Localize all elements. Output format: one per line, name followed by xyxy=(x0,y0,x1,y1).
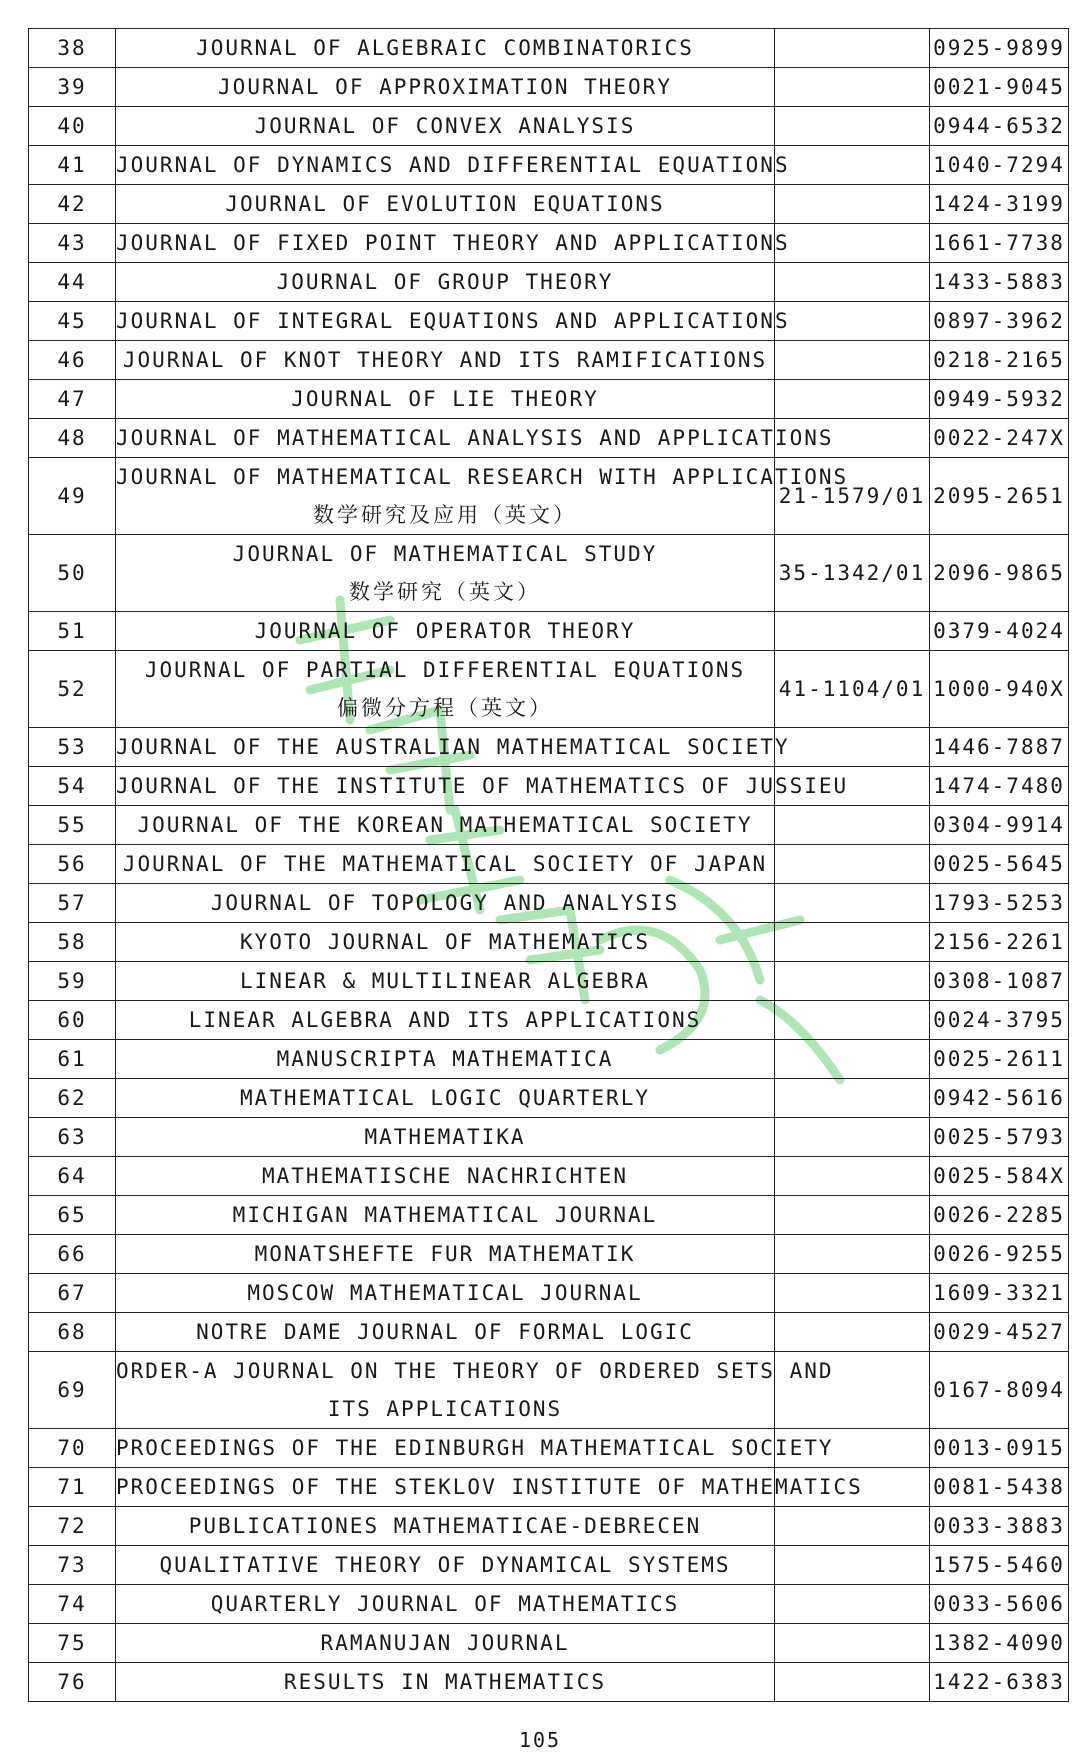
journal-title-cell xyxy=(116,1040,775,1079)
cn-number-cell xyxy=(775,185,930,224)
row-number-cell: 42 xyxy=(29,185,116,224)
journal-title-line: MONATSHEFTE FUR MATHEMATIK xyxy=(254,1242,636,1266)
issn-cell: 0218-2165 xyxy=(930,341,1069,380)
table-row xyxy=(29,1157,1069,1196)
journal-title-line: MICHIGAN MATHEMATICAL JOURNAL xyxy=(232,1203,658,1227)
cn-number-cell xyxy=(775,845,930,884)
table-row xyxy=(29,1352,1069,1429)
issn-cell: 0024-3795 xyxy=(930,1001,1069,1040)
issn-cell: 1422-6383 xyxy=(930,1663,1069,1702)
journal-title-line: 偏微分方程（英文） xyxy=(337,696,553,720)
issn-cell: 1474-7480 xyxy=(930,767,1069,806)
journal-title-cell xyxy=(116,1546,775,1585)
journal-title-line: PUBLICATIONES MATHEMATICAE-DEBRECEN xyxy=(188,1514,702,1538)
journal-title-cell xyxy=(116,419,834,458)
journal-title-cell xyxy=(116,651,775,728)
table-row xyxy=(29,1507,1069,1546)
table-row xyxy=(29,185,1069,224)
journal-title-line: JOURNAL OF FIXED POINT THEORY AND APPLICATIONS xyxy=(116,231,790,255)
journal-title-line: ITS APPLICATIONS xyxy=(327,1397,563,1421)
journal-title-line: JOURNAL OF PARTIAL DIFFERENTIAL EQUATIONS xyxy=(144,658,746,682)
cn-number-cell xyxy=(775,1624,930,1663)
journal-title-line: RAMANUJAN JOURNAL xyxy=(320,1631,570,1655)
cn-number-cell xyxy=(775,1079,930,1118)
cn-number-cell xyxy=(775,1157,930,1196)
table-row xyxy=(29,884,1069,923)
row-number-cell: 64 xyxy=(29,1157,116,1196)
issn-cell: 0025-5793 xyxy=(930,1118,1069,1157)
journal-title-line: PROCEEDINGS OF THE STEKLOV INSTITUTE OF MATHEMATICS xyxy=(116,1475,863,1499)
journal-title-cell xyxy=(116,302,790,341)
cn-number-cell xyxy=(775,923,930,962)
journal-title-line: KYOTO JOURNAL OF MATHEMATICS xyxy=(239,930,650,954)
journal-title-line: JOURNAL OF INTEGRAL EQUATIONS AND APPLICATIONS xyxy=(116,309,790,333)
issn-cell: 1609-3321 xyxy=(930,1274,1069,1313)
journal-title-cell xyxy=(116,1079,775,1118)
issn-cell: 0026-2285 xyxy=(930,1196,1069,1235)
table-row xyxy=(29,1118,1069,1157)
table-row xyxy=(29,962,1069,1001)
row-number-cell: 71 xyxy=(29,1468,116,1507)
journal-title-cell xyxy=(116,1001,775,1040)
table-row xyxy=(29,923,1069,962)
journal-title-line: LINEAR ALGEBRA AND ITS APPLICATIONS xyxy=(188,1008,702,1032)
journal-title-cell xyxy=(116,185,775,224)
journal-title-cell xyxy=(116,1663,775,1702)
issn-cell: 0026-9255 xyxy=(930,1235,1069,1274)
issn-cell: 0029-4527 xyxy=(930,1313,1069,1352)
journal-title-line: JOURNAL OF CONVEX ANALYSIS xyxy=(254,114,636,138)
row-number-cell: 61 xyxy=(29,1040,116,1079)
table-row xyxy=(29,1235,1069,1274)
table-row xyxy=(29,612,1069,651)
table-row xyxy=(29,1313,1069,1352)
journal-title-cell xyxy=(116,962,775,1001)
row-number-cell: 38 xyxy=(29,29,116,68)
issn-cell: 1661-7738 xyxy=(930,224,1069,263)
journal-title-cell xyxy=(116,884,775,923)
row-number-cell: 74 xyxy=(29,1585,116,1624)
issn-cell: 2095-2651 xyxy=(930,458,1069,535)
journal-title-line: QUARTERLY JOURNAL OF MATHEMATICS xyxy=(210,1592,680,1616)
cn-number-cell xyxy=(775,1040,930,1079)
table-row xyxy=(29,68,1069,107)
row-number-cell: 45 xyxy=(29,302,116,341)
journal-title-line: PROCEEDINGS OF THE EDINBURGH MATHEMATICAL SOCIETY xyxy=(116,1436,834,1460)
journal-title-cell xyxy=(116,1624,775,1663)
row-number-cell: 68 xyxy=(29,1313,116,1352)
journal-title-cell xyxy=(116,612,775,651)
cn-number-cell xyxy=(775,224,930,263)
journal-title-line: JOURNAL OF OPERATOR THEORY xyxy=(254,619,636,643)
journal-title-line: JOURNAL OF KNOT THEORY AND ITS RAMIFICATIONS xyxy=(122,348,768,372)
issn-cell: 0022-247X xyxy=(930,419,1069,458)
journal-title-line: MANUSCRIPTA MATHEMATICA xyxy=(276,1047,614,1071)
journal-title-line: MATHEMATIKA xyxy=(364,1125,526,1149)
row-number-cell: 73 xyxy=(29,1546,116,1585)
row-number-cell: 44 xyxy=(29,263,116,302)
row-number-cell: 70 xyxy=(29,1429,116,1468)
row-number-cell: 43 xyxy=(29,224,116,263)
cn-number-cell xyxy=(775,1585,930,1624)
cn-number-cell xyxy=(775,29,930,68)
journal-title-cell xyxy=(116,263,775,302)
issn-cell: 1433-5883 xyxy=(930,263,1069,302)
journal-title-line: MOSCOW MATHEMATICAL JOURNAL xyxy=(247,1281,643,1305)
table-row xyxy=(29,380,1069,419)
cn-number-cell xyxy=(775,107,930,146)
issn-cell: 1424-3199 xyxy=(930,185,1069,224)
journal-title-cell xyxy=(116,806,775,845)
table-row xyxy=(29,1546,1069,1585)
table-row xyxy=(29,1663,1069,1702)
row-number-cell: 49 xyxy=(29,458,116,535)
table-row xyxy=(29,341,1069,380)
journal-title-cell xyxy=(116,728,790,767)
journal-title-cell xyxy=(116,146,790,185)
journal-title-cell xyxy=(116,1585,775,1624)
issn-cell: 0021-9045 xyxy=(930,68,1069,107)
table-row xyxy=(29,458,1069,535)
table-row xyxy=(29,263,1069,302)
table-row xyxy=(29,806,1069,845)
issn-cell: 0379-4024 xyxy=(930,612,1069,651)
table-row xyxy=(29,1001,1069,1040)
cn-number-cell xyxy=(775,1274,930,1313)
row-number-cell: 47 xyxy=(29,380,116,419)
issn-cell: 0025-5645 xyxy=(930,845,1069,884)
table-row xyxy=(29,1196,1069,1235)
issn-cell: 0033-5606 xyxy=(930,1585,1069,1624)
journal-title-cell xyxy=(116,767,849,806)
table-row xyxy=(29,845,1069,884)
table-row xyxy=(29,1585,1069,1624)
issn-cell: 1040-7294 xyxy=(930,146,1069,185)
journal-title-cell xyxy=(116,1118,775,1157)
issn-cell: 0025-2611 xyxy=(930,1040,1069,1079)
issn-cell: 0033-3883 xyxy=(930,1507,1069,1546)
issn-cell: 0081-5438 xyxy=(930,1468,1069,1507)
row-number-cell: 58 xyxy=(29,923,116,962)
cn-number-cell xyxy=(775,1507,930,1546)
row-number-cell: 52 xyxy=(29,651,116,728)
journal-title-line: JOURNAL OF MATHEMATICAL ANALYSIS AND APPLICATIONS xyxy=(116,426,834,450)
journal-title-line: ORDER-A JOURNAL ON THE THEORY OF ORDERED SETS AND xyxy=(116,1359,834,1383)
journal-title-line: 数学研究及应用（英文） xyxy=(313,503,577,527)
row-number-cell: 41 xyxy=(29,146,116,185)
issn-cell: 1793-5253 xyxy=(930,884,1069,923)
journal-title-cell xyxy=(116,1196,775,1235)
journal-title-line: JOURNAL OF MATHEMATICAL STUDY xyxy=(232,542,658,566)
row-number-cell: 57 xyxy=(29,884,116,923)
journal-title-cell xyxy=(116,224,790,263)
cn-number-cell xyxy=(775,341,930,380)
cn-number-cell xyxy=(775,884,930,923)
journal-title-cell xyxy=(116,923,775,962)
row-number-cell: 76 xyxy=(29,1663,116,1702)
issn-cell: 2156-2261 xyxy=(930,923,1069,962)
row-number-cell: 66 xyxy=(29,1235,116,1274)
issn-cell: 0949-5932 xyxy=(930,380,1069,419)
cn-number-cell xyxy=(775,380,930,419)
cn-number-cell xyxy=(775,612,930,651)
issn-cell: 1000-940X xyxy=(930,651,1069,728)
table-row xyxy=(29,1040,1069,1079)
journal-title-cell xyxy=(116,1507,775,1546)
journal-title-line: JOURNAL OF THE KOREAN MATHEMATICAL SOCIETY xyxy=(137,813,753,837)
journal-title-cell xyxy=(116,535,775,612)
journal-title-line: JOURNAL OF THE AUSTRALIAN MATHEMATICAL SOCIETY xyxy=(116,735,790,759)
journal-title-line: QUALITATIVE THEORY OF DYNAMICAL SYSTEMS xyxy=(159,1553,731,1577)
issn-cell: 1575-5460 xyxy=(930,1546,1069,1585)
table-row xyxy=(29,728,1069,767)
journal-title-cell xyxy=(116,1274,775,1313)
table-body xyxy=(29,29,1069,1702)
issn-cell: 1382-4090 xyxy=(930,1624,1069,1663)
journal-title-line: JOURNAL OF TOPOLOGY AND ANALYSIS xyxy=(210,891,680,915)
issn-cell: 0897-3962 xyxy=(930,302,1069,341)
table-row xyxy=(29,1079,1069,1118)
row-number-cell: 40 xyxy=(29,107,116,146)
journal-title-line: JOURNAL OF THE INSTITUTE OF MATHEMATICS OF JUSSIEU xyxy=(116,774,849,798)
journal-title-cell xyxy=(116,1468,863,1507)
row-number-cell: 65 xyxy=(29,1196,116,1235)
row-number-cell: 55 xyxy=(29,806,116,845)
table-row xyxy=(29,1468,1069,1507)
row-number-cell: 51 xyxy=(29,612,116,651)
table-row xyxy=(29,1429,1069,1468)
journal-title-cell xyxy=(116,845,775,884)
journal-title-line: LINEAR & MULTILINEAR ALGEBRA xyxy=(239,969,650,993)
row-number-cell: 39 xyxy=(29,68,116,107)
cn-number-cell xyxy=(775,728,930,767)
table-row xyxy=(29,767,1069,806)
journal-title-cell xyxy=(116,380,775,419)
cn-number-cell xyxy=(775,1546,930,1585)
cn-number-cell xyxy=(775,1235,930,1274)
journal-title-line: NOTRE DAME JOURNAL OF FORMAL LOGIC xyxy=(196,1320,694,1344)
cn-number-cell xyxy=(775,146,930,185)
journal-title-cell xyxy=(116,1429,834,1468)
journal-title-line: MATHEMATICAL LOGIC QUARTERLY xyxy=(239,1086,650,1110)
journal-title-line: JOURNAL OF ALGEBRAIC COMBINATORICS xyxy=(196,36,694,60)
cn-number-cell xyxy=(775,1118,930,1157)
issn-cell: 0925-9899 xyxy=(930,29,1069,68)
journal-title-line: JOURNAL OF DYNAMICS AND DIFFERENTIAL EQUATIONS xyxy=(116,153,790,177)
issn-cell: 0013-0915 xyxy=(930,1429,1069,1468)
cn-number-cell xyxy=(775,1001,930,1040)
cn-number-cell xyxy=(775,962,930,1001)
issn-cell: 0167-8094 xyxy=(930,1352,1069,1429)
journal-title-cell xyxy=(116,29,775,68)
cn-number-cell xyxy=(775,302,930,341)
table-row xyxy=(29,29,1069,68)
table-row xyxy=(29,107,1069,146)
row-number-cell: 67 xyxy=(29,1274,116,1313)
journal-table xyxy=(28,28,1069,1702)
cn-number-cell xyxy=(775,68,930,107)
issn-cell: 0304-9914 xyxy=(930,806,1069,845)
cn-number-cell xyxy=(775,806,930,845)
journal-title-line: JOURNAL OF APPROXIMATION THEORY xyxy=(218,75,672,99)
journal-title-cell xyxy=(116,1313,775,1352)
cn-number-cell xyxy=(775,263,930,302)
table-row xyxy=(29,1624,1069,1663)
row-number-cell: 60 xyxy=(29,1001,116,1040)
cn-number-cell: 41-1104/01 xyxy=(775,651,930,728)
row-number-cell: 54 xyxy=(29,767,116,806)
cn-number-cell xyxy=(775,1196,930,1235)
issn-cell: 2096-9865 xyxy=(930,535,1069,612)
row-number-cell: 48 xyxy=(29,419,116,458)
journal-title-cell xyxy=(116,341,775,380)
issn-cell: 0942-5616 xyxy=(930,1079,1069,1118)
table-row xyxy=(29,419,1069,458)
journal-title-cell xyxy=(116,1352,834,1429)
row-number-cell: 72 xyxy=(29,1507,116,1546)
table-row xyxy=(29,146,1069,185)
journal-title-line: JOURNAL OF EVOLUTION EQUATIONS xyxy=(225,192,665,216)
row-number-cell: 63 xyxy=(29,1118,116,1157)
issn-cell: 0025-584X xyxy=(930,1157,1069,1196)
journal-title-cell xyxy=(116,107,775,146)
row-number-cell: 50 xyxy=(29,535,116,612)
journal-title-line: 数学研究（英文） xyxy=(349,580,541,604)
cn-number-cell xyxy=(775,1313,930,1352)
journal-title-cell xyxy=(116,68,775,107)
journal-title-line: JOURNAL OF GROUP THEORY xyxy=(276,270,614,294)
journal-title-cell xyxy=(116,1157,775,1196)
table-row xyxy=(29,651,1069,728)
issn-cell: 1446-7887 xyxy=(930,728,1069,767)
issn-cell: 0308-1087 xyxy=(930,962,1069,1001)
cn-number-cell: 35-1342/01 xyxy=(775,535,930,612)
row-number-cell: 53 xyxy=(29,728,116,767)
table-row xyxy=(29,535,1069,612)
journal-title-line: RESULTS IN MATHEMATICS xyxy=(283,1670,607,1694)
journal-title-line: JOURNAL OF MATHEMATICAL RESEARCH WITH APPLICATIONS xyxy=(116,465,849,489)
row-number-cell: 56 xyxy=(29,845,116,884)
journal-title-line: JOURNAL OF LIE THEORY xyxy=(291,387,599,411)
table-row xyxy=(29,302,1069,341)
cn-number-cell: 21-1579/01 xyxy=(775,458,930,535)
page-number xyxy=(0,1728,1080,1752)
journal-title-cell xyxy=(116,1235,775,1274)
row-number-cell: 59 xyxy=(29,962,116,1001)
row-number-cell: 69 xyxy=(29,1352,116,1429)
row-number-cell: 62 xyxy=(29,1079,116,1118)
cn-number-cell xyxy=(775,1663,930,1702)
journal-title-line: MATHEMATISCHE NACHRICHTEN xyxy=(261,1164,629,1188)
journal-title-cell xyxy=(116,458,849,535)
row-number-cell: 46 xyxy=(29,341,116,380)
issn-cell: 0944-6532 xyxy=(930,107,1069,146)
table-row xyxy=(29,224,1069,263)
page-number-text: 105 xyxy=(518,1728,562,1752)
table-row xyxy=(29,1274,1069,1313)
row-number-cell: 75 xyxy=(29,1624,116,1663)
journal-title-line: JOURNAL OF THE MATHEMATICAL SOCIETY OF JAPAN xyxy=(122,852,768,876)
